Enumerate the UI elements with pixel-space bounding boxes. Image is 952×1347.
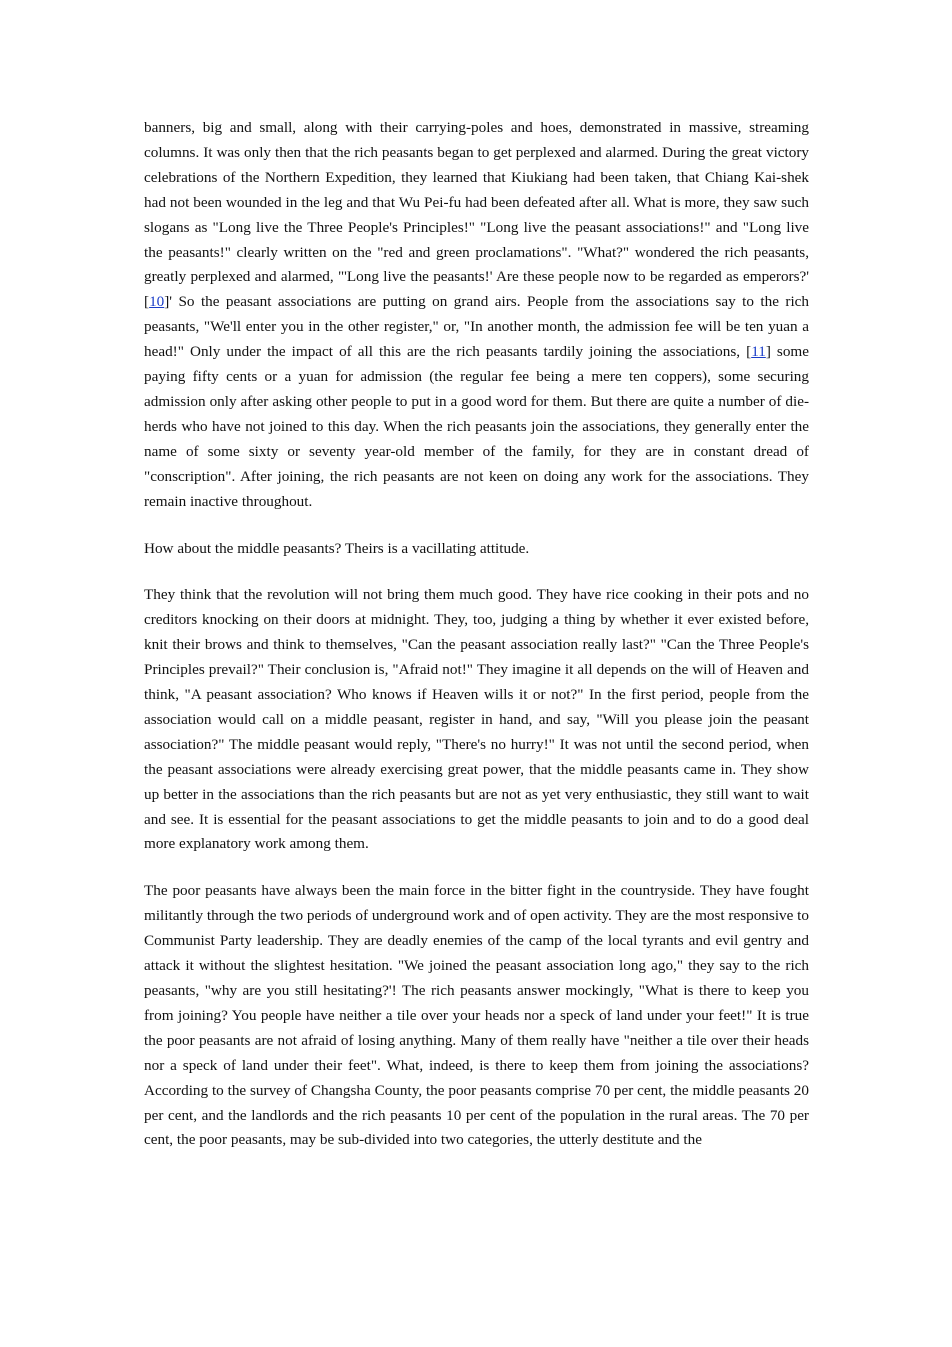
paragraph-middle-peasants-question bbox=[144, 537, 809, 562]
paragraph-text: ]' So the peasant associations are putting on grand airs. People from the associations say to the rich peasants, "We'll enter you in the other register," or, "In another month, the admission fee will be ten yuan a head!" Only under the impact of all this are the rich peasants tardily joining the associations, [ bbox=[144, 293, 809, 361]
paragraph-text: They think that the revolution will not bring them much good. They have rice cooking in their pots and no creditors knocking on their doors at midnight. They, too, judging a thing by whether it ever existed before, knit their brows and think to themselves, "Can the peasant association really last?" "Can the Three People's Principles prevail?" Their conclusion is, "Afraid not!" They imagine it all depends on the will of Heaven and think, "A peasant association? Who knows if Heaven wills it or not?" In the first period, people from the association would call on a middle peasant, register in hand, and say, "Will you please join the peasant association?" The middle peasant would reply, "There's no hurry!" It was not until the second period, when the peasant associations were already exercising great power, that the middle peasants came in. They show up better in the associations than the rich peasants but are not as yet very enthusiastic, they still want to wait and see. It is essential for the peasant associations to get the middle peasants to join and to do a good deal more explanatory work among them. bbox=[144, 586, 809, 853]
paragraph-middle-peasants bbox=[144, 583, 809, 857]
paragraph-text: The poor peasants have always been the main force in the bitter fight in the countryside. They have fought militantly through the two periods of underground work and of open activity. They are the most responsive to Communist Party leadership. They are deadly enemies of the camp of the local tyrants and evil gentry and attack it without the slightest hesitation. "We joined the peasant association long ago," they say to the rich peasants, "why are you still hesitating?'! The rich peasants answer mockingly, "What is there to keep you from joining? You people have neither a tile over your heads nor a speck of land under your feet!" It is true the poor peasants are not afraid of losing anything. Many of them really have "neither a tile over their heads nor a speck of land under their feet". What, indeed, is there to keep them from joining the associations? According to the survey of Changsha County, the poor peasants comprise 70 per cent, the middle peasants 20 per cent, and the landlords and the rich peasants 10 per cent of the population in the rural areas. The 70 per cent, the poor peasants, may be sub-divided into two categories, the utterly destitute and the bbox=[144, 882, 809, 1149]
footnote-link-10[interactable]: 10 bbox=[149, 293, 165, 311]
paragraph-text: banners, big and small, along with their carrying-poles and hoes, demonstrated in massive, streaming columns. It was only then that the rich peasants began to get perplexed and alarmed. During the great victory celebrations of the Northern Expedition, they learned that Kiukiang had been taken, that Chiang Kai-shek had not been wounded in the leg and that Wu Pei-fu had been defeated after all. What is more, they saw such slogans as "Long live the Three People's Principles!" "Long live the peasant associations!" and "Long live the peasants!" clearly written on the "red and green proclamations". "What?" wondered the rich peasants, greatly perplexed and alarmed, "'Long live the peasants!' Are these people now to be regarded as emperors?' [ bbox=[144, 119, 809, 311]
paragraph-rich-peasants bbox=[144, 116, 809, 515]
paragraph-text: ] some paying fifty cents or a yuan for admission (the regular fee being a mere ten coppers), some securing admission only after asking other people to put in a good word for them. But there are quite a number of die-herds who have not joined to this day. When the rich peasants join the associations, they generally enter the name of some sixty or seventy year-old member of the family, for they are in constant dread of "conscription". After joining, the rich peasants are not keen on doing any work for the associations. They remain inactive throughout. bbox=[144, 343, 809, 510]
document-page bbox=[144, 116, 809, 1175]
paragraph-text: How about the middle peasants? Theirs is a vacillating attitude. bbox=[144, 539, 530, 557]
footnote-link-11[interactable]: 11 bbox=[751, 343, 766, 361]
paragraph-poor-peasants bbox=[144, 879, 809, 1153]
